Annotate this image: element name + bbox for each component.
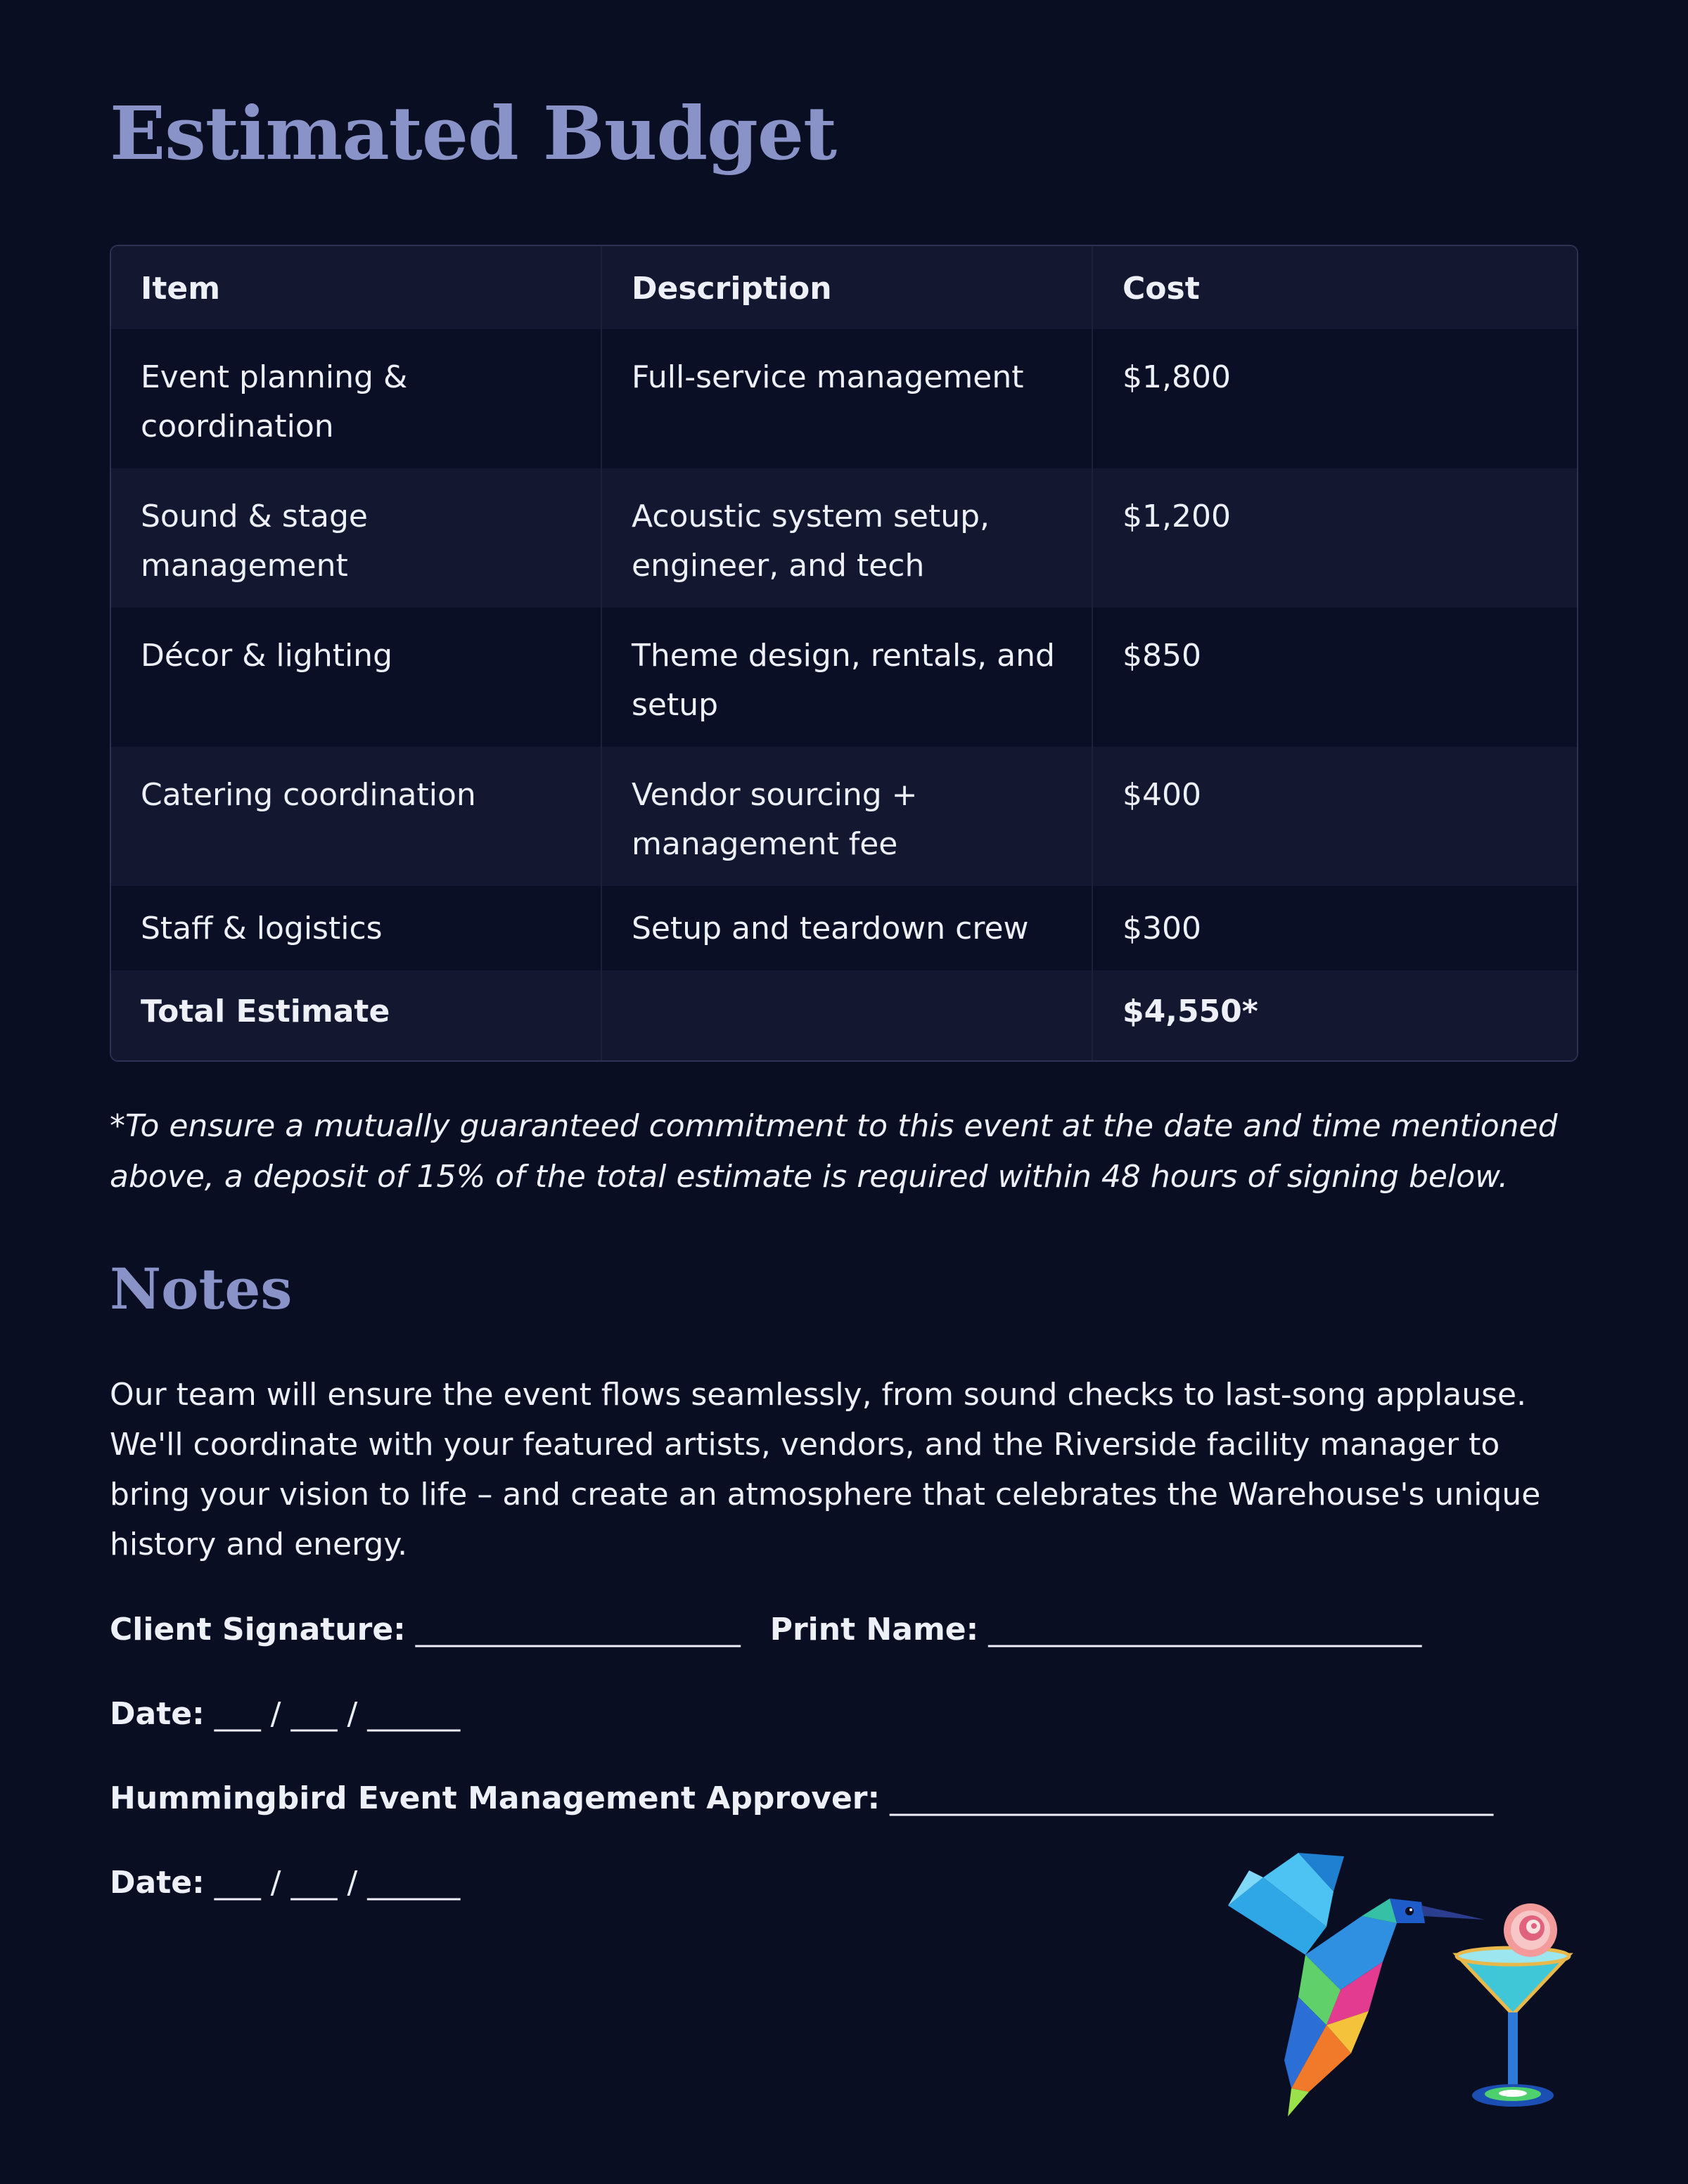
hummingbird-cocktail-logo xyxy=(1221,1849,1587,2131)
page-title: Estimated Budget xyxy=(110,90,837,176)
total-label: Total Estimate xyxy=(111,970,602,1060)
description-cell: Theme design, rentals, and setup xyxy=(602,608,1093,747)
approver-date-label: Date: xyxy=(110,1865,205,1901)
print-name-label: Print Name: xyxy=(769,1612,979,1647)
item-cell: Catering coordination xyxy=(111,747,602,886)
approver-signature-line xyxy=(110,1778,1493,1820)
total-cost: $4,550* xyxy=(1093,970,1577,1060)
notes-title: Notes xyxy=(110,1256,293,1322)
total-row xyxy=(111,970,1577,1060)
table-row xyxy=(111,329,1577,468)
deposit-footnote: *To ensure a mutually guaranteed commitment to this event at the date and time mentioned above, a deposit of 15% of the total estimate is required within 48 hours of signing below. xyxy=(110,1108,1558,1195)
notes-text: Our team will ensure the event flows seamlessly, from sound checks to last-song applause. We'll coordinate with your featured artists, vendors, and the Riverside facility manager to bring your vision to life – and create an atmosphere that celebrates the Warehouse's unique history and energy. xyxy=(110,1377,1541,1562)
description-cell: Acoustic system setup, engineer, and tech xyxy=(602,468,1093,608)
approver-date-line xyxy=(110,1862,460,1904)
approver-signature-field[interactable]: _______________________________________ xyxy=(890,1780,1494,1816)
description-cell: Full-service management xyxy=(602,329,1093,468)
total-description xyxy=(602,970,1093,1060)
table-header-row xyxy=(111,246,1577,329)
column-header-cost: Cost xyxy=(1093,246,1577,329)
item-cell: Staff & logistics xyxy=(111,886,602,970)
budget-table xyxy=(110,245,1578,1062)
client-date-label: Date: xyxy=(110,1696,205,1732)
approver-date-field[interactable]: ___ / ___ / ______ xyxy=(214,1865,461,1901)
cost-cell: $1,800 xyxy=(1093,329,1577,468)
column-header-description: Description xyxy=(602,246,1093,329)
cost-cell: $300 xyxy=(1093,886,1577,970)
hummingbird-icon xyxy=(1228,1853,1485,2116)
table-row xyxy=(111,608,1577,747)
column-header-item: Item xyxy=(111,246,602,329)
approver-label: Hummingbird Event Management Approver: xyxy=(110,1780,881,1816)
item-cell: Décor & lighting xyxy=(111,608,602,747)
print-name-field[interactable]: ____________________________ xyxy=(988,1612,1422,1647)
item-cell: Event planning & coordination xyxy=(111,329,602,468)
client-signature-field[interactable]: _____________________ xyxy=(415,1612,741,1647)
cost-cell: $850 xyxy=(1093,608,1577,747)
client-date-line xyxy=(110,1693,460,1735)
table-row xyxy=(111,468,1577,608)
table-row xyxy=(111,747,1577,886)
table-row xyxy=(111,886,1577,970)
client-signature-line xyxy=(110,1609,1421,1651)
cost-cell: $1,200 xyxy=(1093,468,1577,608)
cost-cell: $400 xyxy=(1093,747,1577,886)
client-signature-label: Client Signature: xyxy=(110,1612,406,1647)
description-cell: Setup and teardown crew xyxy=(602,886,1093,970)
client-date-field[interactable]: ___ / ___ / ______ xyxy=(214,1696,461,1732)
description-cell: Vendor sourcing + management fee xyxy=(602,747,1093,886)
item-cell: Sound & stage management xyxy=(111,468,602,608)
cocktail-glass-icon xyxy=(1457,1903,1569,2107)
